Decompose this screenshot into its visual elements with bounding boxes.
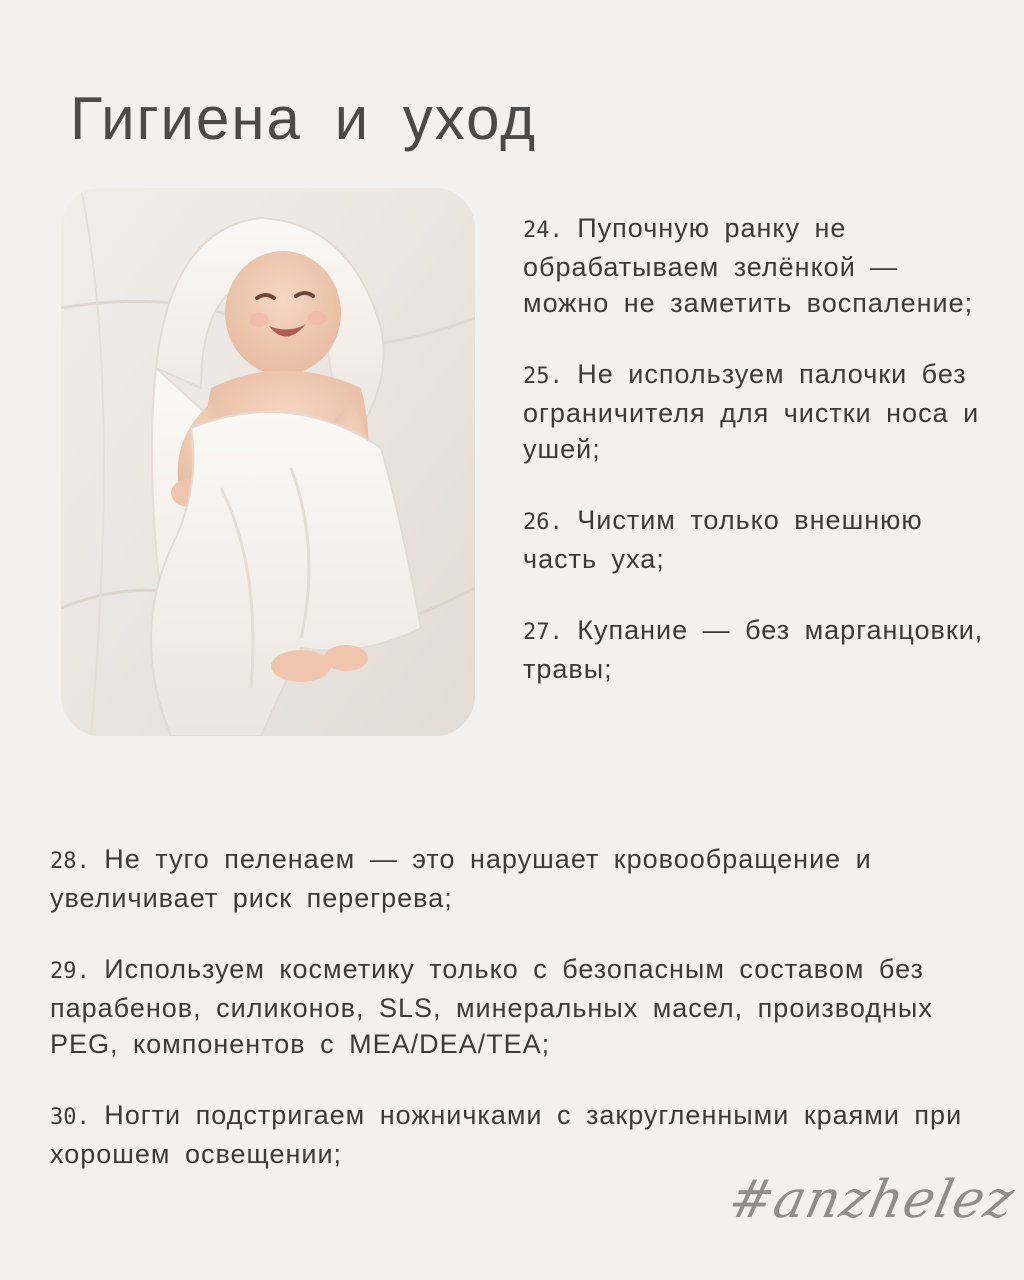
list-item <box>523 356 993 467</box>
baby-photo <box>61 188 475 736</box>
item-number: 29. <box>50 959 90 984</box>
list-item <box>50 841 990 916</box>
item-number: 24. <box>523 218 563 243</box>
item-text: Ногти подстригаем ножничками с закругленными краями при хорошем освещении; <box>50 1100 963 1169</box>
item-number: 25. <box>523 364 563 389</box>
item-number: 30. <box>50 1105 90 1130</box>
list-item <box>50 1097 990 1172</box>
list-item <box>523 502 993 577</box>
item-text: Чистим только внешнюю часть уха; <box>523 505 923 574</box>
item-text: Используем косметику только с безопасным составом без парабенов, силиконов, SLS, минеральных масел, производных PEG, компонентов с MEA/DEA/TEA; <box>50 954 933 1059</box>
item-number: 26. <box>523 510 563 535</box>
baby-in-towel-illustration <box>61 188 475 736</box>
item-text: Не используем палочки без ограничителя для чистки носа и ушей; <box>523 359 980 464</box>
list-item <box>523 612 993 687</box>
care-list-wide <box>50 841 990 1172</box>
list-item <box>523 210 993 321</box>
item-text: Не туго пеленаем — это нарушает кровообращение и увеличивает риск перегрева; <box>50 844 872 913</box>
signature-hashtag: #anzhelez <box>723 1170 1020 1230</box>
care-list-side <box>523 210 993 687</box>
item-number: 28. <box>50 849 90 874</box>
item-text: Пупочную ранку не обрабатываем зелёнкой — можно не заметить воспаление; <box>523 213 974 318</box>
list-item <box>50 951 990 1062</box>
page-title: Гигиена и уход <box>70 85 538 152</box>
item-text: Купание — без марганцовки, травы; <box>523 615 984 684</box>
item-number: 27. <box>523 620 563 645</box>
